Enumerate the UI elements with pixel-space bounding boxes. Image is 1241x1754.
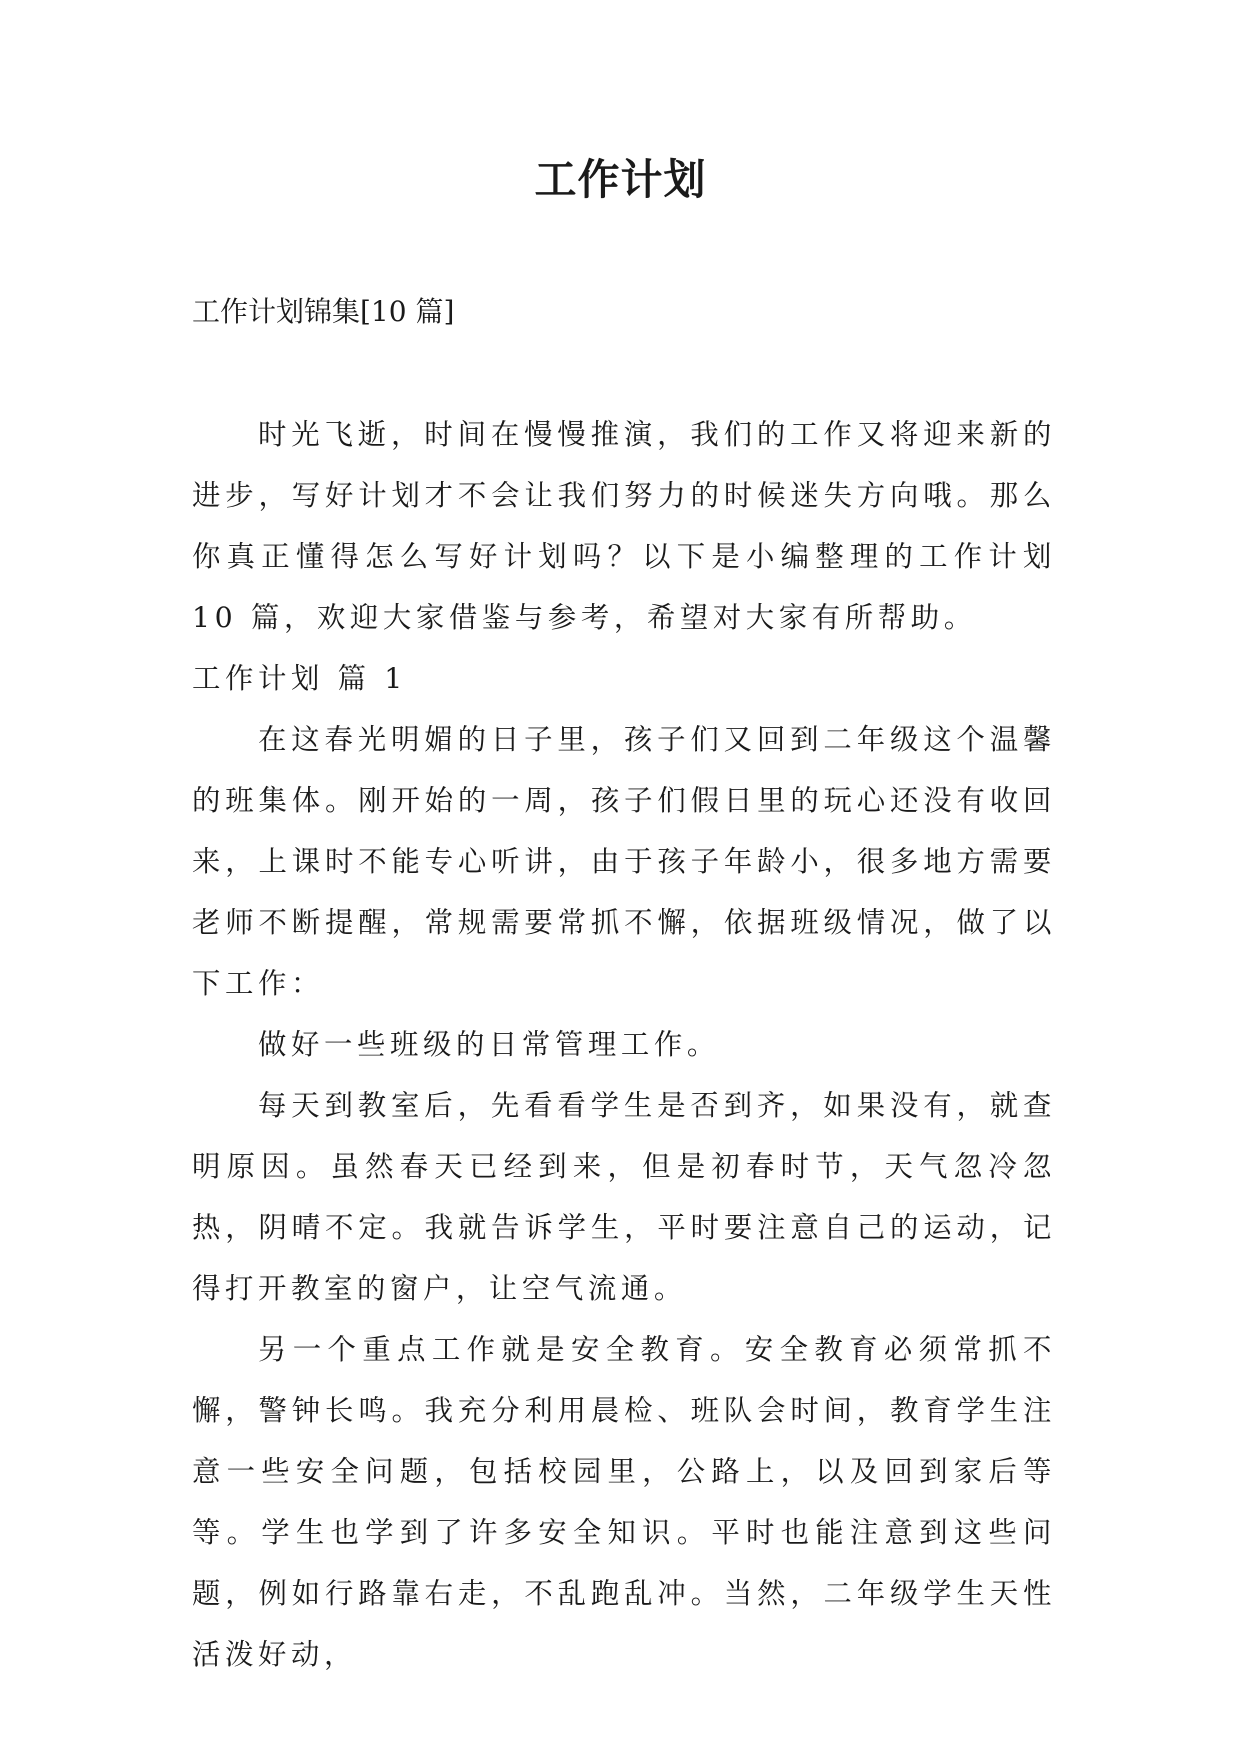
body-paragraph: 另一个重点工作就是安全教育。安全教育必须常抓不懈，警钟长鸣。我充分利用晨检、班队会时间，教育学生注意一些安全问题，包括校园里，公路上，以及回到家后等等。学生也学到了许多安全知识。平时也能注意到这些问题，例如行路靠右走，不乱跑乱冲。当然，二年级学生天性活泼好动， <box>192 1333 1056 1671</box>
body-paragraph: 做好一些班级的日常管理工作。 <box>258 1028 720 1061</box>
body-paragraph: 每天到教室后，先看看学生是否到齐，如果没有，就查明原因。虽然春天已经到来，但是初春时节，天气忽冷忽热，阴晴不定。我就告诉学生，平时要注意自己的运动，记得打开教室的窗户，让空气流通。 <box>192 1089 1056 1305</box>
document-subtitle: 工作计划锦集[10 篇] <box>192 295 455 328</box>
document-title: 工作计划 <box>534 155 707 204</box>
section-heading: 工作计划 篇 1 <box>192 662 407 695</box>
body-paragraph: 在这春光明媚的日子里，孩子们又回到二年级这个温馨的班集体。刚开始的一周，孩子们假日里的玩心还没有收回来，上课时不能专心听讲，由于孩子年龄小，很多地方需要老师不断提醒，常规需要常抓不懈，依据班级情况，做了以下工作： <box>192 723 1056 1000</box>
intro-paragraph: 时光飞逝，时间在慢慢推演，我们的工作又将迎来新的进步，写好计划才不会让我们努力的时候迷失方向哦。那么你真正懂得怎么写好计划吗？以下是小编整理的工作计划10 篇，欢迎大家借鉴与参考，希望对大家有所帮助。 <box>192 418 1056 634</box>
document-body <box>192 404 1056 1685</box>
